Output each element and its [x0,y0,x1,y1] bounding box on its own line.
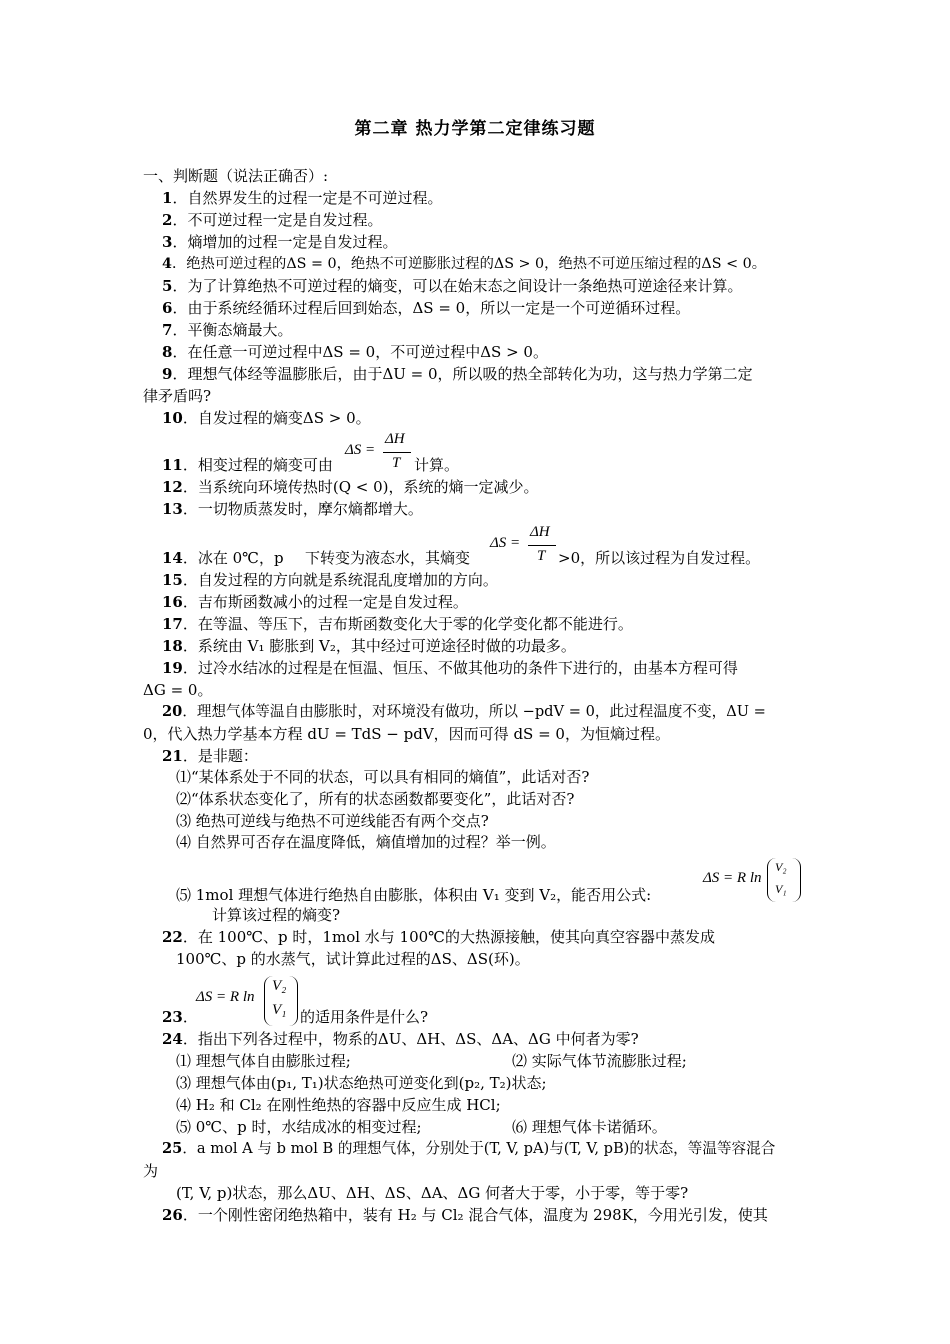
question-text: ．在等温、等压下，吉布斯函数变化大于零的化学变化都不能进行。 [182,615,633,633]
question-text: ．吉布斯函数减小的过程一定是自发过程。 [182,593,468,611]
question-14-tail: >0，所以该过程为自发过程。 [558,549,761,567]
question-number: 18 [162,637,183,655]
question-number: 6 [162,299,173,317]
question-text: ．自发过程的熵变ΔS > 0。 [182,409,371,427]
question-number: 5 [162,277,173,295]
question-number: 12 [162,478,183,496]
question-number: 26 [162,1206,183,1224]
question-20 [162,702,766,722]
question-25-continued-2: (T, V, p)状态，那么ΔU、ΔH、ΔS、ΔA、ΔG 何者大于零，小于零，等于零? [176,1184,689,1202]
question-text: ．平衡态熵最大。 [172,321,293,339]
formula-numerator: V₂ [272,978,287,994]
question-number: 13 [162,500,183,518]
page-title: 第二章 热力学第二定律练习题 [354,119,596,139]
sub-item-3: ⑶ 理想气体由(p₁, T₁)状态绝热可逆变化到(p₂, T₂)状态; [176,1074,547,1092]
sub-item-1: ⑴“某体系处于不同的状态，可以具有相同的熵值”，此话对否? [176,768,590,786]
question-number: 21 [162,747,183,765]
question-text: ．由于系统经循环过程后回到始态，ΔS = 0，所以一定是一个可逆循环过程。 [172,299,691,317]
question-25 [162,1139,775,1159]
question-text: ．熵增加的过程一定是自发过程。 [172,233,398,251]
question-14-mid: 下转变为液态水，其熵变 [305,549,471,567]
question-number: 22 [162,928,183,946]
question-number: 7 [162,321,173,339]
question-text: ．绝热可逆过程的ΔS = 0，绝热不可逆膨胀过程的ΔS > 0，绝热不可逆压缩过程的ΔS < 0。 [171,256,767,272]
question-number: 16 [162,593,183,611]
question-23-text: 的适用条件是什么? [300,1008,429,1026]
formula-lhs: ΔS = [345,442,376,458]
question-text: ．在任意一可逆过程中ΔS = 0，不可逆过程中ΔS > 0。 [172,343,548,361]
question-text: ．自然界发生的过程一定是不可逆过程。 [172,189,443,207]
question-5 [162,276,742,296]
sub-item-1: ⑴ 理想气体自由膨胀过程; [176,1052,351,1070]
sub-item-6: ⑹ 理想气体卡诺循环。 [512,1118,667,1136]
fraction-bar [528,545,556,546]
question-text: ．自发过程的方向就是系统混乱度增加的方向。 [182,571,498,589]
question-text: ．理想气体经等温膨胀后，由于ΔU = 0，所以吸的热全部转化为功，这与热力学第二定 [172,365,753,383]
question-25-continued: 为 [143,1162,159,1180]
question-10 [162,408,371,428]
question-number: 14 [162,549,183,567]
question-text: ．相变过程的熵变可由 [182,456,333,474]
formula-numerator: ΔH [385,431,405,447]
question-12 [162,477,539,497]
question-17 [162,614,633,634]
question-text: ．在 100℃、p 时，1mol 水与 100℃的大热源接触，使其向真空容器中蒸发成 [182,928,715,946]
formula-delta-s-r-ln-v2-v1 [196,976,306,1028]
question-text: ．为了计算绝热不可逆过程的熵变，可以在始末态之间设计一条绝热可逆途径来计算。 [172,277,743,295]
question-16 [162,592,468,612]
question-6 [162,298,690,318]
question-number: 10 [162,409,183,427]
question-4 [162,254,766,274]
question-14 [162,548,284,568]
question-number: 4 [162,256,172,272]
section-heading: 一、判断题（说法正确否）: [143,167,329,185]
question-26 [162,1205,768,1225]
question-2 [162,210,382,230]
formula-delta-s-equals-delta-h-over-t [490,524,560,568]
formula-lhs: ΔS = R ln [196,989,255,1005]
sub-item-2: ⑵ 实际气体节流膨胀过程; [512,1052,687,1070]
question-9 [162,364,753,384]
question-1 [162,188,442,208]
question-number: 11 [162,456,183,474]
question-11 [162,455,333,475]
question-7 [162,320,292,340]
sub-item-4: ⑷ H₂ 和 Cl₂ 在刚性绝热的容器中反应生成 HCl; [176,1096,501,1114]
formula-delta-s-r-ln-v2-v1 [703,858,808,906]
question-text: ．a mol A 与 b mol B 的理想气体，分别处于(T, V, pA)与(T, V, pB)的状态，等温等容混合 [182,1140,776,1157]
question-22 [162,927,715,947]
question-text: ．理想气体等温自由膨胀时，对环境没有做功，所以 −pdV = 0，此过程温度不变，ΔU = [182,703,766,720]
formula-denominator: T [392,455,401,471]
question-number: 24 [162,1030,183,1048]
question-text: ．一个刚性密闭绝热箱中，装有 H₂ 与 Cl₂ 混合气体，温度为 298K，今用光引发，使其 [182,1206,768,1224]
question-text: ．不可逆过程一定是自发过程。 [172,211,383,229]
question-number: 23 [162,1008,183,1026]
question-text: ．是非题： [182,747,258,765]
question-number: 15 [162,571,183,589]
question-19-continued: ΔG = 0。 [143,681,213,699]
formula-delta-s-equals-delta-h-over-t [345,431,415,475]
question-text: ．冰在 0℃，p [182,549,284,567]
fraction-bar [383,452,411,453]
question-20-continued: 0，代入热力学基本方程 dU = TdS − pdV，因而可得 dS = 0，为恒熵过程。 [143,725,670,743]
formula-denominator: V₁ [272,1002,287,1018]
formula-numerator: V₂ [775,860,787,874]
question-number: 17 [162,615,183,633]
question-13 [162,499,423,519]
question-number: 2 [162,211,173,229]
question-18 [162,636,576,656]
question-number: 8 [162,343,173,361]
question-number: 19 [162,659,183,677]
question-24 [162,1029,639,1049]
sub-item-5-continued: 计算该过程的熵变? [212,906,341,924]
question-number: 20 [162,703,183,720]
question-15 [162,570,498,590]
question-number: 3 [162,233,173,251]
question-text: ．系统由 V₁ 膨胀到 V₂，其中经过可逆途径时做的功最多。 [182,637,576,655]
question-8 [162,342,548,362]
formula-numerator: ΔH [530,524,550,540]
question-23: 23． [162,1008,198,1026]
question-number: 1 [162,189,173,207]
formula-denominator: T [537,548,546,564]
sub-item-5: ⑸ 0℃、p 时，水结成冰的相变过程; [176,1118,422,1136]
question-number: 9 [162,365,173,383]
question-text: ．当系统向环境传热时(Q < 0)，系统的熵一定减少。 [182,478,539,496]
question-22-continued: 100℃、p 的水蒸气，试计算此过程的ΔS、ΔS(环)。 [176,950,530,968]
sub-item-5: ⑸ 1mol 理想气体进行绝热自由膨胀，体积由 V₁ 变到 V₂，能否用公式: [176,886,652,904]
question-text: ．过冷水结冰的过程是在恒温、恒压、不做其他功的条件下进行的，由基本方程可得 [182,659,738,677]
question-3 [162,232,397,252]
question-11-tail: 计算。 [414,456,460,474]
question-19 [162,658,738,678]
question-text: ．一切物质蒸发时，摩尔熵都增大。 [182,500,423,518]
sub-item-2: ⑵“体系状态变化了，所有的状态函数都要变化”，此话对否? [176,790,575,808]
formula-denominator: V₁ [775,882,787,896]
question-21 [162,746,258,766]
formula-lhs: ΔS = R ln [703,870,762,886]
sub-item-3: ⑶ 绝热可逆线与绝热不可逆线能否有两个交点? [176,812,489,830]
question-number: 25 [162,1140,183,1157]
question-9-continued: 律矛盾吗? [143,387,212,405]
question-text: ．指出下列各过程中，物系的ΔU、ΔH、ΔS、ΔA、ΔG 中何者为零? [182,1030,639,1048]
sub-item-4: ⑷ 自然界可否存在温度降低，熵值增加的过程？举一例。 [176,833,556,851]
formula-lhs: ΔS = [490,535,521,551]
